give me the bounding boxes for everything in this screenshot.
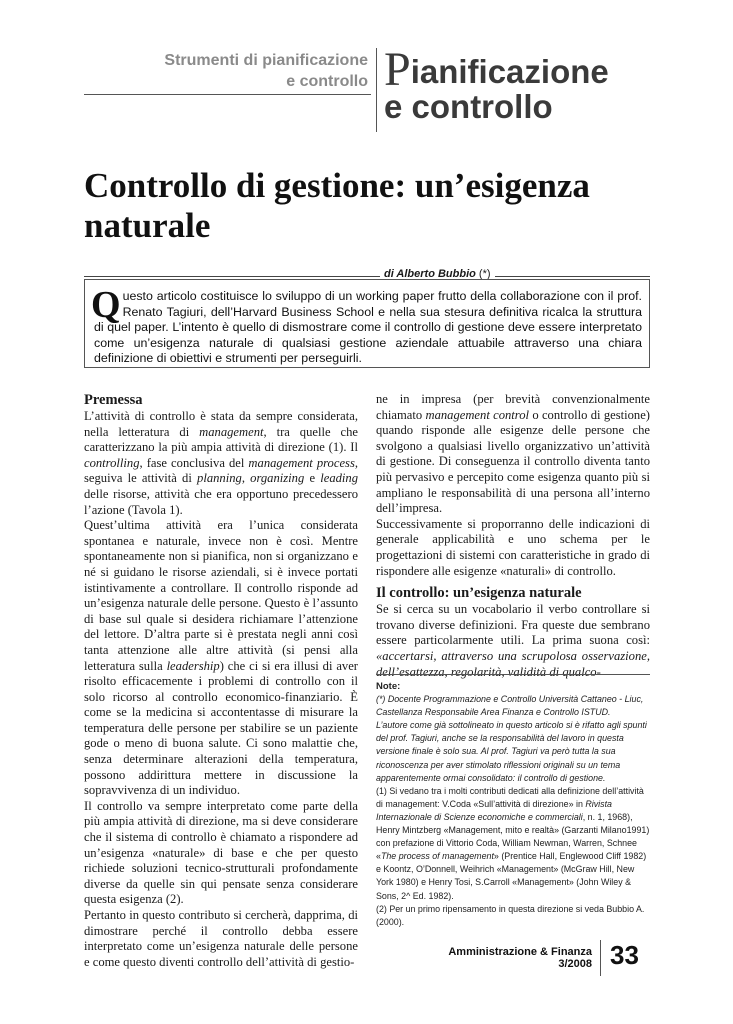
paragraph: Quest’ultima attività era l’unica considerata spontanea e naturale, invece non è così. Mentre spontaneamente non si pianifica, non si organizzano e né si guidano le risorse aziendali, si è invece portati istintivamente a controllare. Il controllo risponde ad un’esigenza naturale delle persone. Questo è l’assunto di base sul quale si desidera richiamare l’attenzione del lettore. D’altra parte si è prestata negli anni così tanta attenzione alle altre attività (si pensi alla letteratura sulla leadership) che ci si era illusi di aver risolto efficacemente i problemi di controllo con il solo ricorso al controllo economico-finanziario. È come se la medicina si accontentasse di misurare la temperatura delle persone per stabilire se un paziente gode o meno di buona salute. Ci sono malattie che, senza determinare alterazioni della temperatura, possono addirittura mettere in discussione la sopravvivenza di un individuo. bbox=[84, 518, 358, 798]
paragraph: ne in impresa (per brevità convenzionalmente chiamato management control o controllo di gestione) quando risponde alle esigenze delle persone che svolgono a qualsiasi livello organizzativo un’attività di gestione. Di conseguenza il controllo diventa tanto più pervasivo e percepito come esigenza quanto più si ampliano le responsabilità di una persona all’interno dell’impresa. bbox=[376, 392, 650, 516]
paragraph: Pertanto in questo contributo si cercherà, dapprima, di dimostrare perché il controllo debba essere interpretato come un’esigenza naturale delle persone e come questo diventi controllo dell’attività di gestio- bbox=[84, 908, 358, 969]
section-title-line2: e controllo bbox=[384, 88, 553, 125]
article-title: Controllo di gestione: un’esigenza naturale bbox=[84, 166, 590, 245]
heading-premessa: Premessa bbox=[84, 392, 143, 408]
paragraph: L’attività di controllo è stata da sempre considerata, nella letteratura di management, tra quelle che caratterizzano la più ampia attività di direzione (1). Il controlling, fase conclusiva del management process, seguiva le attività di planning, organizing e leading delle risorse, attività che era opportuno precedessero l’azione (Tavola 1). bbox=[84, 409, 359, 517]
abstract bbox=[91, 284, 642, 367]
abstract-dropcap: Q bbox=[91, 284, 121, 326]
footnote-author-ack: L’autore come già sottolineato in questo articolo si è rifatto agli spunti del prof. Tagiuri, anche se la responsabilità del lavoro in questa versione finale è solo sua. Al prof. Tagiuri va però tutta la sua riconoscenza per aver stimolato riflessioni originali su un tema apparentemente ormai consolidato: il controllo di gestione. bbox=[376, 720, 647, 783]
paragraph: Successivamente si proporranno delle indicazioni di generale applicabilità e uno schema per le progettazioni di sistemi con caratteristiche in grado di rispondere alle esigenze «naturali» di controllo. bbox=[376, 516, 650, 578]
section-tag-line1: Strumenti di pianificazione bbox=[164, 52, 368, 69]
section-title bbox=[384, 43, 609, 125]
section-tag-line2: e controllo bbox=[286, 73, 368, 90]
footer-divider bbox=[600, 940, 601, 976]
section-title-rest: ianificazione bbox=[410, 53, 609, 90]
abstract-text: uesto articolo costituisce lo sviluppo di un working paper frutto della collaborazione con il prof. Renato Tagiuri, dell’Harvard Business School e nella sua stesura definitiva ricalca la struttura di quel paper. L’intento è quello di dismostrare come il controllo di gestione deve essere interpretato come un’esigenza naturale di qualsiasi gestione aziendale attuabile attraverso una chiara definizione di obiettivi e strumenti per perseguirli. bbox=[94, 289, 642, 366]
page-number: 33 bbox=[610, 940, 639, 970]
footnote-author: (*) Docente Programmazione e Controllo Università Cattaneo - Liuc, Castellanza Responsabile Area Finanza e Controllo ISTUD. bbox=[376, 694, 644, 718]
byline-rule bbox=[84, 276, 650, 277]
notes-divider bbox=[376, 674, 650, 675]
header-divider bbox=[376, 48, 377, 132]
column-left bbox=[84, 392, 358, 970]
column-right bbox=[376, 392, 650, 680]
section-tag bbox=[84, 50, 368, 92]
author-name: di Alberto Bubbio bbox=[384, 268, 476, 280]
author-footnote-mark: (*) bbox=[478, 268, 491, 280]
footnotes bbox=[376, 680, 652, 929]
paragraph: Se si cerca su un vocabolario il verbo controllare si trovano diverse definizioni. Fra queste due sembrano essere particolarmente utili. La prima suona così: «accertarsi, attraverso una scrupolosa osservazione, dell’esattezza, regolarità, validità di qualco- bbox=[376, 602, 650, 679]
notes-heading: Note: bbox=[376, 681, 401, 692]
paragraph: Il controllo va sempre interpretato come parte della più ampia attività di direzione, ma si deve considerare che il sistema di controllo è chiamato a rispondere ad un’esigenza «naturale» di base e che per questo richiede soluzioni tecnico-strutturali profondamente diverse da quelle sin qui pensate senza considerare questa esigenza (2). bbox=[84, 798, 358, 907]
footnote-1: (1) Si vedano tra i molti contributi dedicati alla definizione dell’attività di management: V.Coda «Sull’attività di direzione» in Rivista Internazionale di Scienze economiche e commerciali, n. 1, 1968), Henry Mintzberg «Management, mito e realtà» (Garzanti Milano1991) con prefazione di Vittorio Coda, William Newman, Warren, Schnee «The process of management» (Prentice Hall, Englewood Cliff 1982) e Koontz, O’Donnell, Weihrich «Management» (McGraw Hill, New York 1980) e Henry Tosi, S.Carroll «Management» (John Wiley & Sons, 2^ Ed. 1982). bbox=[376, 785, 650, 901]
section-tag-underline bbox=[84, 94, 371, 95]
section-title-initial: P bbox=[384, 43, 411, 96]
footnote-2: (2) Per un primo ripensamento in questa direzione si veda Bubbio A. (2000). bbox=[376, 903, 645, 927]
heading-controllo-esigenza: Il controllo: un’esigenza naturale bbox=[376, 585, 582, 602]
journal-issue: Amministrazione & Finanza 3/2008 bbox=[448, 946, 592, 970]
